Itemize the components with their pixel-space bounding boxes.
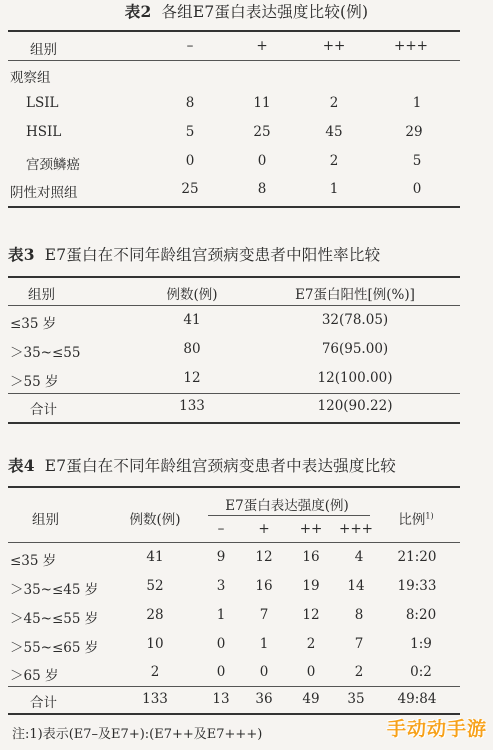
table4-cell: 1 xyxy=(216,607,226,623)
table4-cell: 0 xyxy=(259,664,269,680)
table2-group-label: 观察组 xyxy=(10,70,51,86)
table4-cell: 7 xyxy=(259,607,269,623)
table2-cell: 45 xyxy=(325,124,343,140)
table4-total-cell: 13 xyxy=(212,691,230,707)
table4-cell: 9 xyxy=(216,549,226,565)
table2-header-pos2: ++ xyxy=(322,38,346,54)
table4-header-count: 例数(例) xyxy=(129,512,181,528)
table3-bottom-rule xyxy=(8,422,460,424)
table4-total-rule xyxy=(8,686,460,687)
table3-cell: 80 xyxy=(183,341,201,357)
table4-total-cell: 35 xyxy=(347,691,365,707)
table4-cell: 16 xyxy=(302,549,320,565)
table4-cell: 2 xyxy=(354,664,364,680)
table4-cell: 10 xyxy=(146,636,164,652)
table4-cell: 0 xyxy=(306,664,316,680)
table2-header-group: 组别 xyxy=(30,42,57,58)
table4-cell: 19:33 xyxy=(397,578,437,594)
table3-number: 表3 xyxy=(8,245,35,264)
table2-number: 表2 xyxy=(124,2,152,21)
table4-top-rule xyxy=(8,486,460,488)
table3-top-rule xyxy=(8,276,460,278)
table4-total-cell: 49:84 xyxy=(397,691,437,707)
table2-cell: 0 xyxy=(185,153,195,169)
table2-header-pos3: +++ xyxy=(394,38,428,54)
table2-cell: 0 xyxy=(257,153,267,169)
table2-top-rule xyxy=(8,30,460,32)
table4-cell: 21:20 xyxy=(397,549,437,565)
table4-span-rule xyxy=(208,515,370,516)
table4-cell: 8 xyxy=(354,607,364,623)
table3-row-label: ＞55 岁 xyxy=(10,374,59,390)
table4-number: 表4 xyxy=(8,456,35,475)
table3-title: E7蛋白在不同年龄组宫颈病变患者中阳性率比较 xyxy=(44,246,381,264)
table2-cell: 25 xyxy=(253,124,271,140)
table2-cell: 2 xyxy=(329,153,339,169)
table4-cell: 2 xyxy=(306,636,316,652)
table3-header-rule xyxy=(8,305,460,306)
table4-total-label: 合计 xyxy=(30,695,57,711)
table4-cell: 12 xyxy=(302,607,320,623)
table2-row-label: 宫颈鳞癌 xyxy=(26,157,80,173)
table4-cell: 0 xyxy=(216,664,226,680)
table4-header-neg: – xyxy=(217,521,225,537)
table2-cell: 0 xyxy=(412,181,422,197)
table4-cell: 0 xyxy=(216,636,226,652)
table4-cell: 1:9 xyxy=(410,636,432,652)
table2-title: 各组E7蛋白表达强度比较(例) xyxy=(161,3,369,21)
table4-row-label: ＞45~≤55 岁 xyxy=(10,611,99,627)
table3-total-positive: 120(90.22) xyxy=(317,398,393,414)
table4-total-cell: 36 xyxy=(255,691,273,707)
table4-cell: 3 xyxy=(216,578,226,594)
table4-cell: 28 xyxy=(146,607,164,623)
table4-cell: 0:2 xyxy=(410,664,432,680)
table3-caption xyxy=(8,243,493,265)
table4-cell: 19 xyxy=(302,578,320,594)
table4-caption xyxy=(8,454,493,476)
table2-cell: 8 xyxy=(185,95,195,111)
table4-cell: 52 xyxy=(146,578,164,594)
table4-header-ratio-label: 比例 xyxy=(398,512,426,528)
table4-cell: 7 xyxy=(354,636,364,652)
table2-row-label: HSIL xyxy=(26,124,62,140)
table4-cell: 14 xyxy=(347,578,365,594)
table4-cell: 16 xyxy=(255,578,273,594)
table4-cell: 4 xyxy=(354,549,364,565)
table4-total-cell: 133 xyxy=(142,691,168,707)
table4-header-pos1: + xyxy=(258,521,270,537)
table4-cell: 8:20 xyxy=(405,607,437,623)
table4-title: E7蛋白在不同年龄组宫颈病变患者中表达强度比较 xyxy=(44,457,396,475)
table4-row-label: ＞55~≤65 岁 xyxy=(10,640,99,656)
table4-cell: 12 xyxy=(255,549,273,565)
table3-header-positive: E7蛋白阳性[例(%)] xyxy=(295,287,415,303)
table2-cell: 8 xyxy=(257,181,267,197)
table3-header-group: 组别 xyxy=(28,287,55,303)
table2-header-rule xyxy=(8,60,460,61)
table4-cell: 1 xyxy=(259,636,269,652)
table2-cell: 11 xyxy=(253,95,271,111)
table2-header-pos1: + xyxy=(256,38,268,54)
table3-total-label: 合计 xyxy=(30,402,57,418)
table4-header-pos3: +++ xyxy=(339,521,373,537)
table4-row-label: ≤35 岁 xyxy=(10,553,57,569)
table2-cell: 5 xyxy=(185,124,195,140)
table3-cell: 41 xyxy=(183,312,201,328)
table2-cell: 1 xyxy=(412,95,422,111)
table2-bottom-rule xyxy=(8,206,460,208)
table3-cell: 76(95.00) xyxy=(321,341,389,357)
table3-cell: 32(78.05) xyxy=(321,312,389,328)
table4-cell: 41 xyxy=(146,549,164,565)
table4-header-rule xyxy=(8,542,460,543)
table4-total-cell: 49 xyxy=(302,691,320,707)
table4-header-pos2: ++ xyxy=(299,521,323,537)
table3-cell: 12 xyxy=(183,370,201,386)
table4-header-ratio xyxy=(398,508,433,528)
table2-row-label: LSIL xyxy=(26,95,59,111)
table2-cell: 25 xyxy=(181,181,199,197)
table4-row-label: ＞65 岁 xyxy=(10,668,59,684)
table4-row-label: ＞35~≤45 岁 xyxy=(10,582,99,598)
table2-row-label: 阴性对照组 xyxy=(10,185,78,201)
table2-cell: 1 xyxy=(329,181,339,197)
table2-cell: 5 xyxy=(412,153,422,169)
table4-header-span: E7蛋白表达强度(例) xyxy=(225,498,349,514)
table4-header-group: 组别 xyxy=(32,512,59,528)
table2-header-neg: – xyxy=(186,38,194,54)
table4-header-ratio-sup: 1) xyxy=(425,511,434,521)
table3-row-label: ＞35~≤55 xyxy=(10,345,81,361)
table3-row-label: ≤35 岁 xyxy=(10,316,57,332)
table3-header-count: 例数(例) xyxy=(166,287,218,303)
table4-cell: 2 xyxy=(150,664,160,680)
table3-total-rule xyxy=(8,393,460,394)
site-watermark: 手动动手游 xyxy=(386,718,487,740)
table2-cell: 29 xyxy=(405,124,423,140)
table3-total-count: 133 xyxy=(179,398,205,414)
table3-cell: 12(100.00) xyxy=(317,370,393,386)
table2-caption xyxy=(0,0,493,22)
table4-footnote: 注:1)表示(E7–及E7+):(E7++及E7+++) xyxy=(12,727,263,742)
table2-cell: 2 xyxy=(329,95,339,111)
